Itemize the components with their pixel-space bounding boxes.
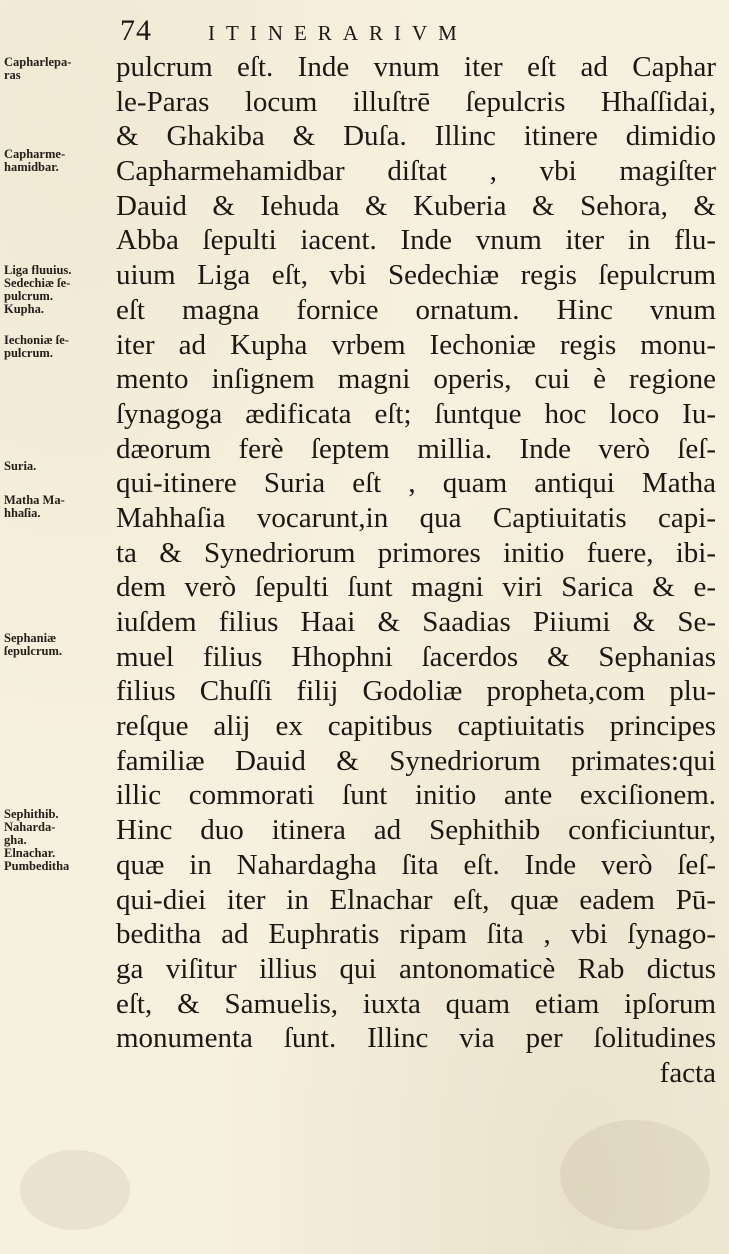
text-line: & Ghakiba & Duſa. Illinc itinere dimidio [116,120,716,153]
margin-note: Iechoniæ ſe- pulcrum. [4,333,69,360]
text-line: eſt, & Samuelis, iuxta quam etiam ipſorum [116,987,716,1020]
text-line: familiæ Dauid & Synedriorum primates:qui [116,744,716,777]
text-line: iter ad Kupha vrbem Iechoniæ regis monu- [116,328,716,361]
text-line: Dauid & Iehuda & Kuberia & Sehora, & [116,189,716,222]
text-line: monumenta ſunt. Illinc via per ſolitudines [116,1022,716,1055]
text-line: reſque alij ex capitibus captiuitatis principes [116,710,716,743]
text-line: ſynagoga ædificata eſt; ſuntque hoc loco Iu- [116,397,716,430]
margin-note: Capharme- hamidbar. [4,147,66,174]
margin-note: Sephaniæ ſepulcrum. [4,631,62,658]
running-head: ITINERARIVM [208,21,468,45]
text-line: Hinc duo itinera ad Sephithib conficiuntur, [116,814,716,847]
margin-note: Matha Ma- hhaſia. [4,493,65,520]
text-line: Abba ſepulti iacent. Inde vnum iter in flu- [116,224,716,257]
page-number: 74 [120,14,152,47]
text-line: beditha ad Euphratis ripam ſita , vbi ſynago- [116,918,716,951]
margin-note: Capharlepa- ras [4,55,72,82]
text-line: illic commorati ſunt initio ante exciſionem. [116,779,716,812]
text-line: muel filius Hhophni ſacerdos & Sephanias [116,640,716,673]
text-line: iuſdem filius Haai & Saadias Piiumi & Se- [116,606,716,638]
text-line: le-Paras locum illuſtrē ſepulcris Hhaſſidai, [116,85,716,118]
text-line: dem verò ſepulti ſunt magni viri Sarica & e- [116,571,716,604]
body-text [116,50,716,1091]
margin-note: Liga fluuius. Sedechiæ ſe- pulcrum. Kupha. [4,263,72,316]
text-line: ga viſitur illius qui antonomaticè Rab dictus [116,952,716,985]
paper-stain [560,1120,710,1230]
paper-stain [20,1150,130,1230]
text-line: mento inſignem magni operis, cui è regione [116,363,716,396]
text-line: ta & Synedriorum primores initio fuere, ibi- [116,536,716,569]
catchword: facta [659,1056,716,1089]
text-line: qui-diei iter in Elnachar eſt, quæ eadem Pū- [116,883,716,916]
text-line: Capharmehamidbar diſtat , vbi magiſter [116,155,716,188]
margin-note: Suria. [4,459,37,473]
text-line: quæ in Nahardagha ſita eſt. Inde verò ſeſ- [116,848,716,881]
text-line: eſt magna fornice ornatum. Hinc vnum [116,293,716,326]
margin-note: Sephithib. Naharda- gha. Elnachar. Pumbeditha [4,807,70,873]
text-line: dæorum ferè ſeptem millia. Inde verò ſeſ- [116,432,716,465]
text-line: pulcrum eſt. Inde vnum iter eſt ad Caphar [116,51,716,83]
text-line: Mahhaſia vocarunt,in qua Captiuitatis capi- [116,501,716,534]
page-header [120,14,468,48]
text-line: uium Liga eſt, vbi Sedechiæ regis ſepulcrum [116,259,716,292]
text-line: filius Chuſſi filij Godoliæ propheta,com plu- [116,675,716,708]
text-line: qui-itinere Suria eſt , quam antiqui Matha [116,467,716,500]
